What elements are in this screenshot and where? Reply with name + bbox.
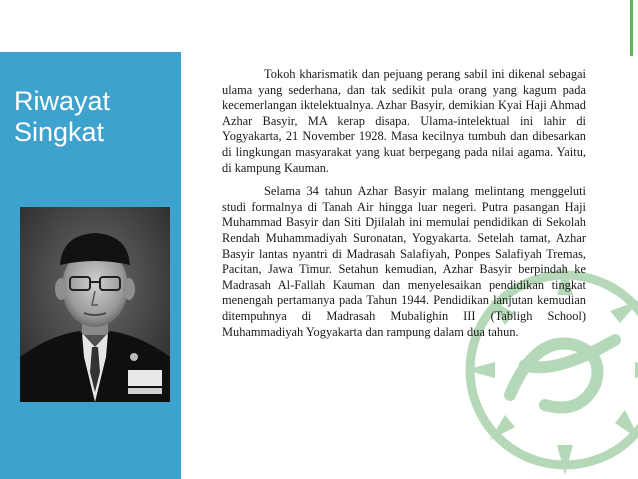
paragraph-1: Tokoh kharismatik dan pejuang perang sabil ini dikenal sebagai ulama yang sederhana, dan tak sedikit pula orang yang kagum pada kecemerlangan iktelektualnya. Azhar Basyir, demikian Kyai Haji Ahmad Azhar Basyir, MA kerap disapa. Ulama-intelektual ini lahir di Yogyakarta, 21 November 1928. Masa kecilnya tumbuh dan dibesarkan di lingkungan masyarakat yang kuat berpegang pada nilai agama. Yaitu, di kampung Kauman. [222,67,586,175]
paragraph-2: Selama 34 tahun Azhar Basyir malang melintang menggeluti studi formalnya di Tanah Air hingga luar negeri. Putra pasangan Haji Muhammad Basyir dan Siti Djilalah ini memulai pendidikan di Sekolah Rendah Muhammadiyah Suronatan, Yogyakarta. Setelah tamat, Azhar Basyir lantas nyantri di Madrasah Salafiyah, Ponpes Salafiyah Tremas, Pacitan, Jawa Timur. Setahun kemudian, Azhar Basyir berpindah ke Madrasah Al-Fallah Kauman dan menyelesaikan pendidikan tingkat menengah pertamanya pada Tahun 1944. Pendidikan lanjutan kemudian ditempuhnya di Madrasah Mubalighin III (Tabligh School) Muhammadiyah Yogyakarta dan rampung dalam dua tahun. [222,184,586,339]
portrait-image [20,207,170,402]
accent-bar [630,0,633,56]
portrait-photo [20,207,170,402]
slide-title: Riwayat Singkat [14,86,111,147]
biography-text [222,67,586,348]
